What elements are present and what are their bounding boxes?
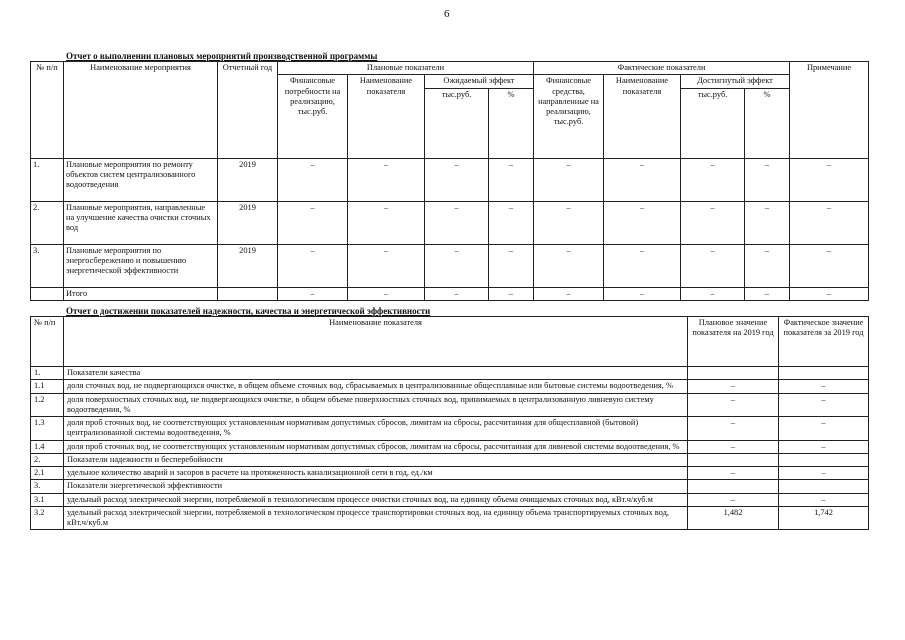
col-plan-fin: Финансовые потребности на реализацию, тыс.руб.	[278, 75, 348, 158]
indicators-table	[30, 316, 869, 530]
cell: –	[489, 201, 534, 244]
col-name: Наименование показателя	[64, 317, 688, 367]
cell: –	[790, 201, 869, 244]
cell: –	[425, 158, 489, 201]
cell: –	[745, 201, 790, 244]
col-note: Примечание	[790, 62, 869, 159]
page-number: 6	[444, 8, 450, 20]
cell: –	[604, 244, 681, 287]
cell: –	[604, 158, 681, 201]
table-header-row	[31, 317, 869, 367]
cell: –	[681, 158, 745, 201]
cell: –	[681, 201, 745, 244]
total-label: Итого	[64, 287, 218, 300]
col-fact-fin: Финансовые средства, направленные на реализацию, тыс.руб.	[534, 75, 604, 158]
col-no: № п/п	[31, 62, 64, 159]
cell: –	[278, 244, 348, 287]
col-fact: Фактическое значение показателя за 2019 год	[779, 317, 869, 367]
cell: –	[425, 244, 489, 287]
table-row: 1.1 доля сточных вод, не подвергающихся очистке, в общем объеме сточных вод, сбрасываемых в централизованные общесплавные или бытовые системы водоотведения, % – –	[31, 380, 869, 393]
col-plan: Плановые показатели	[278, 62, 534, 75]
cell: –	[425, 201, 489, 244]
table-row: 3. Показатели энергетической эффективности	[31, 480, 869, 493]
cell: –	[745, 287, 790, 300]
row-no: 3.	[31, 244, 64, 287]
col-name: Наименование мероприятия	[64, 62, 218, 159]
col-fact: Фактические показатели	[534, 62, 790, 75]
col-plan-eff: Ожидаемый эффект	[425, 75, 534, 88]
activities-table	[30, 61, 869, 301]
table-row	[31, 158, 869, 201]
cell: –	[534, 201, 604, 244]
cell: –	[681, 287, 745, 300]
cell: –	[489, 287, 534, 300]
col-year: Отчетный год	[218, 62, 278, 159]
col-plan-ind: Наименование показателя	[348, 75, 425, 158]
row-no: 2.	[31, 201, 64, 244]
col-fact-ind: Наименование показателя	[604, 75, 681, 158]
table-row: 2.1 удельное количество аварий и засоров в расчете на протяженность канализационной сети в год, ед./км – –	[31, 467, 869, 480]
cell: –	[534, 244, 604, 287]
table-row: 1.4 доля проб сточных вод, не соответствующих установленным нормативам допустимых сбросов, лимитам на сбросы, рассчитанная для ливневой системы водоотведения, % – –	[31, 440, 869, 453]
table-row: 1. Показатели качества	[31, 367, 869, 380]
col-fact-pct: %	[745, 88, 790, 158]
cell: –	[278, 201, 348, 244]
col-plan-trub: тыс.руб.	[425, 88, 489, 158]
table-row	[31, 201, 869, 244]
row-year: 2019	[218, 201, 278, 244]
col-fact-eff: Достигнутый эффект	[681, 75, 790, 88]
report2-title: Отчет о достижении показателей надежности, качества и энергетической эффективности	[66, 306, 431, 316]
cell: –	[348, 201, 425, 244]
cell: –	[489, 244, 534, 287]
total-row	[31, 287, 869, 300]
table-row: 3.1 удельный расход электрической энергии, потребляемой в технологическом процессе очистки сточных вод, на единицу объема очищаемых сточных вод, кВт.ч/куб.м – –	[31, 493, 869, 506]
cell: –	[604, 287, 681, 300]
cell: –	[745, 244, 790, 287]
cell: –	[604, 201, 681, 244]
cell: –	[790, 158, 869, 201]
row-name: Плановые мероприятия по ремонту объектов систем централизованного водоотведения	[64, 158, 218, 201]
row-year: 2019	[218, 158, 278, 201]
row-year: 2019	[218, 244, 278, 287]
cell: –	[681, 244, 745, 287]
cell: –	[534, 287, 604, 300]
cell: –	[534, 158, 604, 201]
cell: –	[278, 158, 348, 201]
table-row	[31, 244, 869, 287]
cell: –	[348, 158, 425, 201]
row-name: Плановые мероприятия по энергосбережению и повышению энергетической эффективности	[64, 244, 218, 287]
cell: –	[790, 287, 869, 300]
col-fact-trub: тыс.руб.	[681, 88, 745, 158]
cell: –	[425, 287, 489, 300]
cell: –	[348, 244, 425, 287]
cell: –	[790, 244, 869, 287]
table-row: 1.2 доля поверхностных сточных вод, не подвергающихся очистке, в общем объеме поверхностных сточных вод, принимаемых в централизованную ливневую систему водоотведения, % – –	[31, 393, 869, 417]
cell: –	[745, 158, 790, 201]
cell: –	[278, 287, 348, 300]
col-no: № п/п	[31, 317, 64, 367]
table-row: 3.2 удельный расход электрической энергии, потребляемой в технологическом процессе транспортировки сточных вод, на единицу объема транспортируемых сточных вод, кВт.ч/куб.м 1,482 1,742	[31, 506, 869, 530]
col-plan: Плановое значение показателя на 2019 год	[688, 317, 779, 367]
col-plan-pct: %	[489, 88, 534, 158]
cell: –	[489, 158, 534, 201]
table-row: 1.3 доля проб сточных вод, не соответствующих установленным нормативам допустимых сбросов, лимитам на сбросы, рассчитанная для общесплавной (бытовой) централизованной системы водоотведения, % – –	[31, 417, 869, 441]
row-name: Плановые мероприятия, направленные на улучшение качества очистки сточных вод	[64, 201, 218, 244]
report1-title: Отчет о выполнении плановых мероприятий производственной программы	[66, 51, 378, 61]
row-no: 1.	[31, 158, 64, 201]
cell: –	[348, 287, 425, 300]
table-row: 2. Показатели надежности и бесперебойности	[31, 453, 869, 466]
table-header-row	[31, 62, 869, 75]
